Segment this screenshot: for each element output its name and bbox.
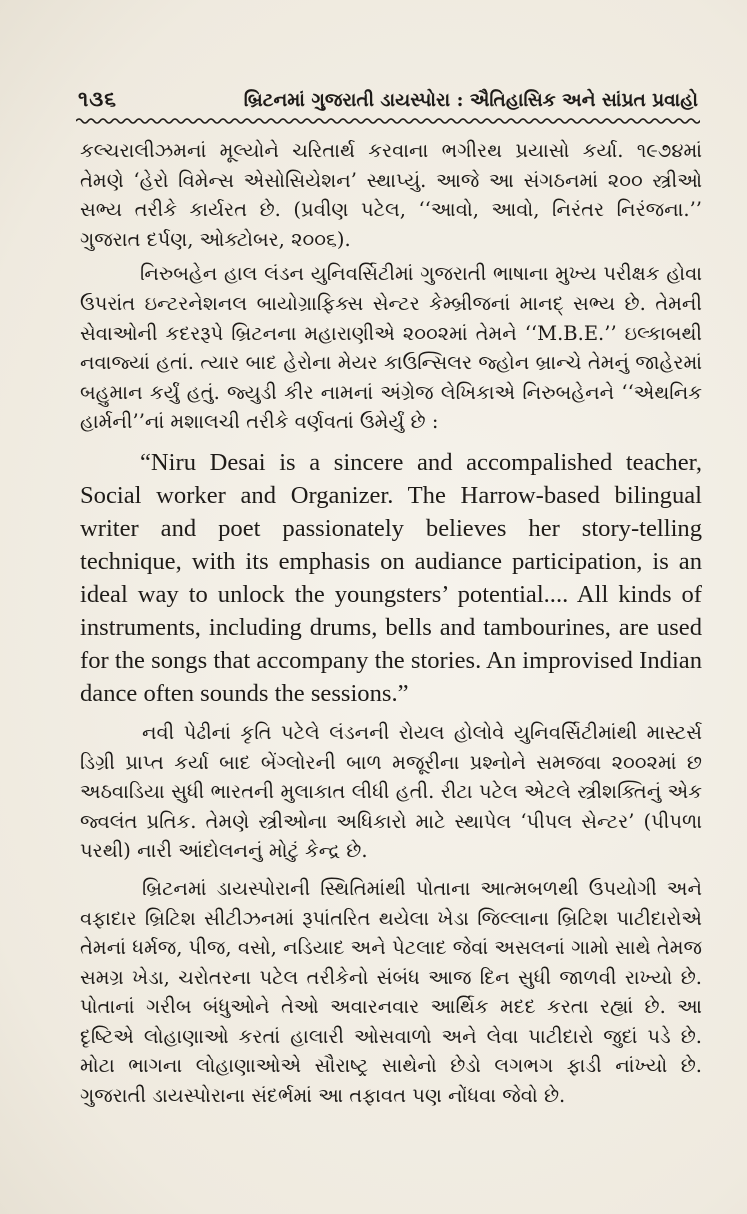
page-number: ૧૩૬ — [78, 86, 118, 111]
running-title: બ્રિટનમાં ગુજરાતી ડાયસ્પોરા : ઐતિહાસિક અને સાંપ્રત પ્રવાહો — [243, 90, 698, 111]
header-wavy-rule — [76, 116, 700, 126]
page-header — [78, 86, 698, 116]
paragraph-3: નવી પેઢીનાં કૃતિ પટેલે લંડનની રોયલ હોલોવે યુનિવર્સિટીમાંથી માસ્ટર્સ ડિગ્રી પ્રાપ્ત કર્યા બાદ બેંગ્લોરની બાળ મજૂરીના પ્રશ્નોને સમજવા ૨૦૦૨માં છ અઠવાડિયા સુધી ભારતની મુલાકાત લીધી હતી. રીટા પટેલ એટલે સ્ત્રીશક્તિનું એક જ્વલંત પ્રતિક. તેમણે સ્ત્રીઓના અધિકારો માટે સ્થાપેલ ‘પીપલ સેન્ટર’ (પીપળા પરથી) નારી આંદોલનનું મોટું કેન્દ્ર છે. — [80, 720, 702, 863]
paragraph-1: કલ્ચરાલીઝમનાં મૂલ્યોને ચરિતાર્થ કરવાના ભગીરથ પ્રયાસો કર્યા. ૧૯૭૪માં તેમણે ‘હેરો વિમેન્સ એસોસિયેશન’ સ્થાપ્યું. આજે આ સંગઠનમાં ૨૦૦ સ્ત્રીઓ સભ્ય તરીકે કાર્યરત છે. (પ્રવીણ પટેલ, ‘‘આવો, આવો, નિરંતર નિરંજના.’’ ગુજરાત દર્પણ, ઓક્ટોબર, ૨૦૦૬). — [80, 139, 702, 251]
body-text — [80, 136, 702, 1111]
paragraph-4: બ્રિટનમાં ડાયસ્પોરાની સ્થિતિમાંથી પોતાના આત્મબળથી ઉપયોગી અને વફાદાર બ્રિટિશ સીટીઝનમાં રૂપાંતરિત થયેલા ખેડા જિલ્લાના બ્રિટિશ પાટીદારોએ તેમનાં ધર્મજ, પીજ, વસો, નડિયાદ અને પેટલાદ જેવાં અસલનાં ગામો સાથે તેમજ સમગ્ર ખેડા, ચરોતરના પટેલ તરીકેનો સંબંધ આજ દિન સુધી જાળવી રાખ્યો છે. પોતાનાં ગરીબ બંધુઓને તેઓ અવારનવાર આર્થિક મદદ કરતા રહ્યાં છે. આ દૃષ્ટિએ લોહાણાઓ કરતાં હાલારી ઓસવાળો અને લેવા પાટીદારો જુદાં પડે છે. મોટા ભાગના લોહાણાઓએ સૌરાષ્ટ્ર સાથેનો છેડો લગભગ ફાડી નાંખ્યો છે. ગુજરાતી ડાયસ્પોરાના સંદર્ભમાં આ તફાવત પણ નોંધવા જેવો છે. — [80, 876, 702, 1108]
paragraph-2: નિરુબહેન હાલ લંડન યુનિવર્સિટીમાં ગુજરાતી ભાષાના મુખ્ય પરીક્ષક હોવા ઉપરાંત ઇન્ટરનેશનલ બાયોગ્રાફિક્સ સેન્ટર કેમ્બ્રીજનાં માનદ્ સભ્ય છે. તેમની સેવાઓની કદરરૂપે બ્રિટનના મહારાણીએ ૨૦૦૨માં તેમને ‘‘M.B.E.’’ ઇલ્કાબથી નવાજ્યાં હતાં. ત્યાર બાદ હેરોના મેયર કાઉન્સિલર જ્હોન બ્રાન્ચે તેમનું જાહેરમાં બહુમાન કર્યું હતું. જ્યુડી કીર નામનાં અંગ્રેજ લેખિકાએ નિરુબહેનને ‘‘એથનિક હાર્મની’’નાં મશાલચી તરીકે વર્ણવતાં ઉમેર્યું છે : — [80, 262, 702, 434]
english-quote: “Niru Desai is a sincere and accompalished teacher, Social worker and Organizer. The Harrow-based bilingual writer and poet passionately believes her story-telling technique, with its emphasis on audiance participation, is an ideal way to unlock the youngsters’ potential.... All kinds of instruments, including drums, bells and tambourines, are used for the songs that accompany the stories. An improvised Indian dance often sounds the sessions.” — [80, 448, 702, 707]
